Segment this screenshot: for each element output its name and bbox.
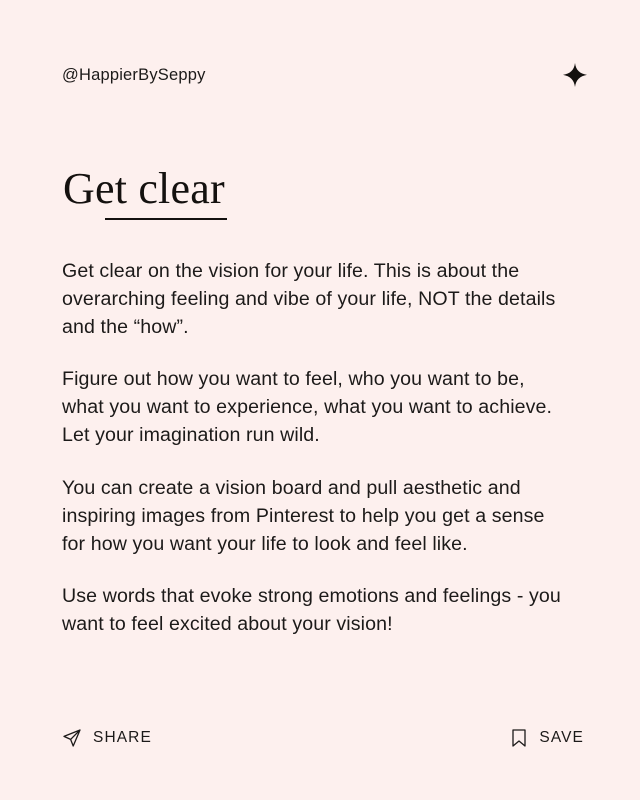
- post-header: [62, 58, 588, 92]
- share-button[interactable]: [62, 728, 152, 748]
- save-button[interactable]: [510, 728, 584, 748]
- send-icon: [62, 728, 82, 748]
- page-title: Get clear: [63, 164, 225, 213]
- bookmark-icon: [510, 728, 528, 748]
- title-block: [63, 166, 227, 220]
- title-underline: [105, 218, 227, 220]
- share-label: SHARE: [93, 729, 152, 746]
- post-footer: [62, 728, 584, 748]
- body-paragraph: You can create a vision board and pull aesthetic and inspiring images from Pinterest to help you get a sense for how you want your life to look and feel like.: [62, 476, 545, 555]
- sparkle-icon: [562, 62, 588, 88]
- body-paragraph: Get clear on the vision for your life. This is about the overarching feeling and vibe of your life, NOT the details and the “how”.: [62, 260, 556, 338]
- account-handle: @HappierBySeppy: [62, 65, 206, 84]
- save-label: SAVE: [539, 729, 584, 746]
- body-paragraph: Figure out how you want to feel, who you want to be, what you want to experience, what you want to achieve. Let your imagination run wild.: [62, 368, 553, 447]
- body-paragraph: Use words that evoke strong emotions and feelings - you want to feel excited about your vision!: [62, 585, 561, 636]
- post-body: [62, 258, 564, 639]
